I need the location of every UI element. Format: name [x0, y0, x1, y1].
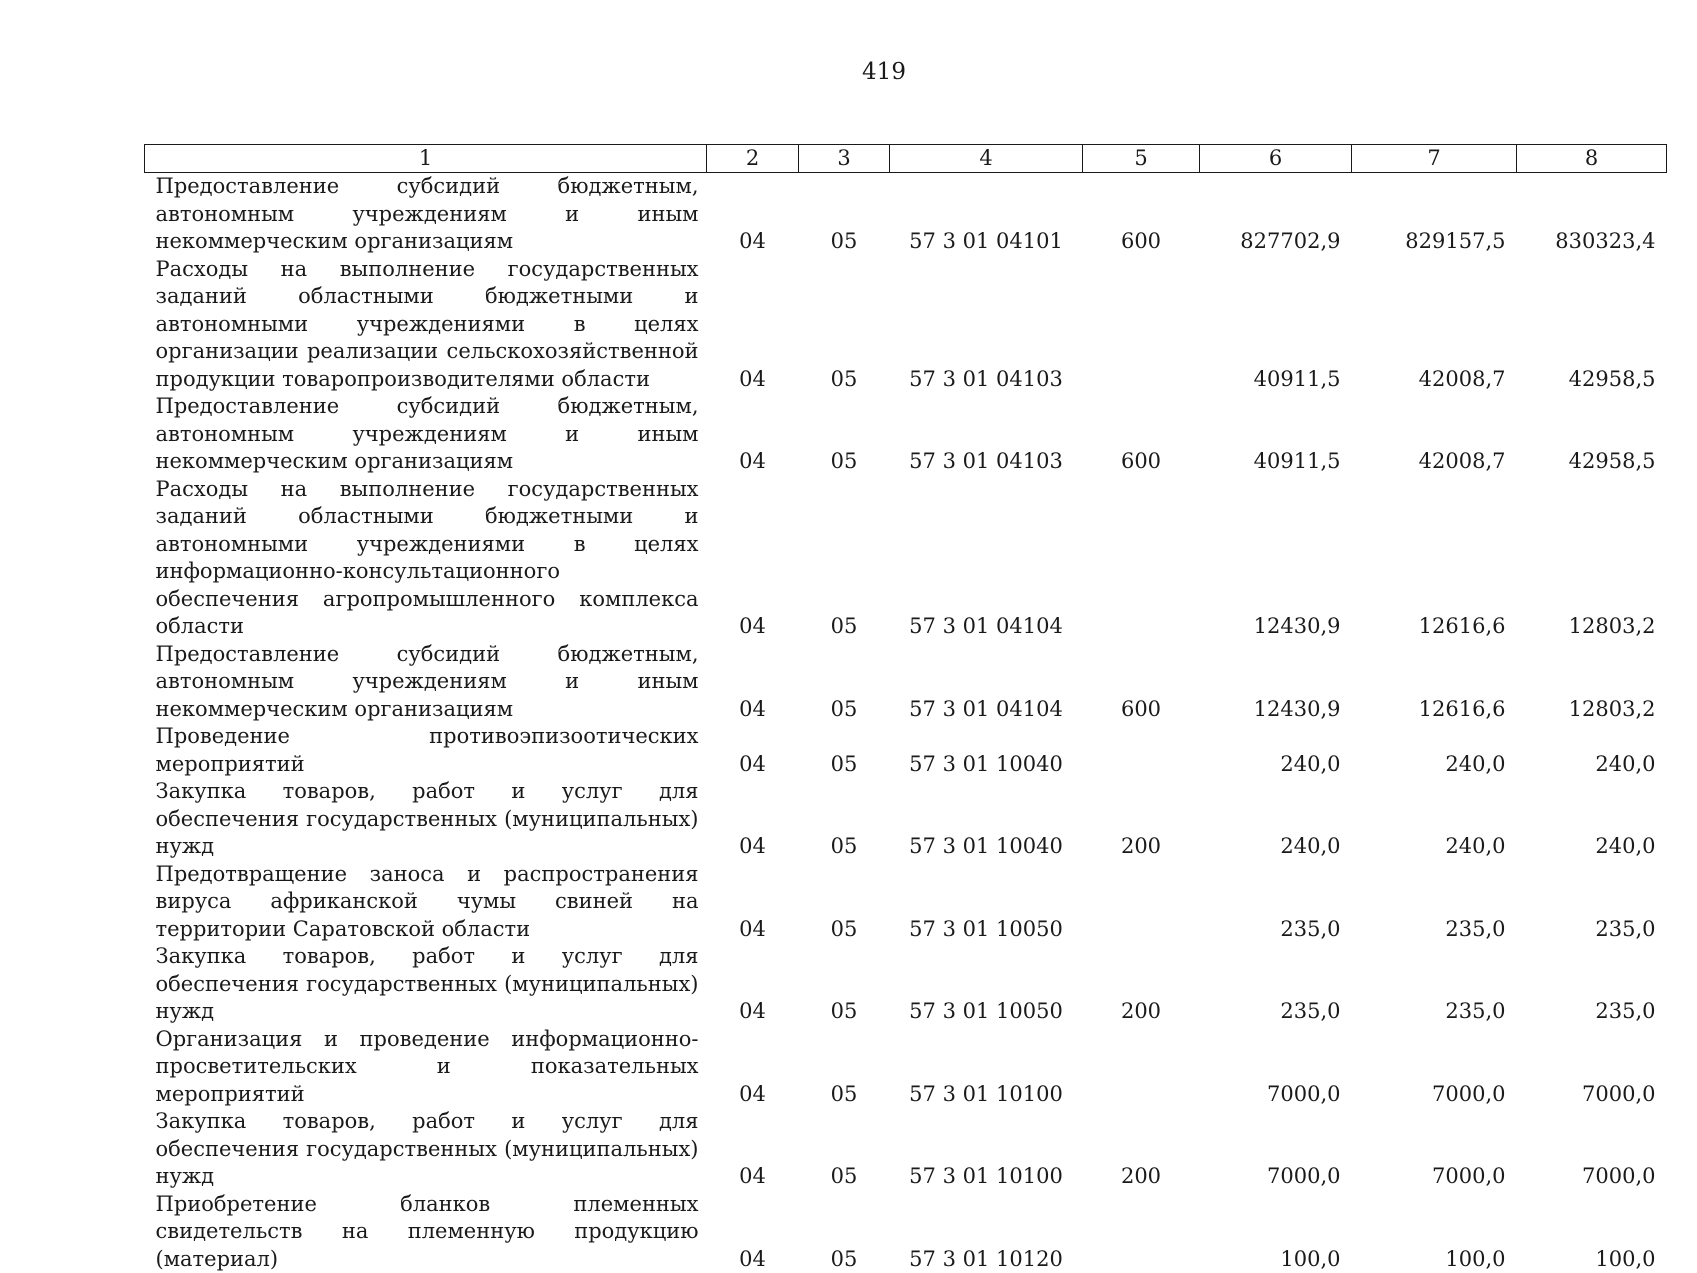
- column-header: 2: [707, 145, 799, 173]
- row-expense-type: [1083, 1191, 1200, 1273]
- row-expense-type: 600: [1083, 641, 1200, 724]
- row-amount-col7: 7000,0: [1352, 1026, 1517, 1109]
- column-header: 1: [145, 145, 707, 173]
- table-row: [145, 173, 1667, 256]
- row-subsection: 05: [799, 1026, 890, 1109]
- row-target-article: 57 3 01 04104: [890, 476, 1083, 641]
- row-target-article: 57 3 01 10050: [890, 861, 1083, 944]
- row-amount-col6: 12430,9: [1200, 641, 1352, 724]
- column-header: 5: [1083, 145, 1200, 173]
- row-name: Расходы на выполнение государственных заданий областными бюджетными и автономными учреждениями в целях информационно-консультационного обеспечения агропромышленного комплекса области: [145, 476, 707, 641]
- row-section: 04: [707, 476, 799, 641]
- row-section: 04: [707, 173, 799, 256]
- row-subsection: 05: [799, 1108, 890, 1191]
- row-section: 04: [707, 861, 799, 944]
- row-subsection: 05: [799, 861, 890, 944]
- row-amount-col8: 235,0: [1517, 861, 1667, 944]
- row-amount-col7: 235,0: [1352, 943, 1517, 1026]
- row-section: 04: [707, 723, 799, 778]
- row-expense-type: 600: [1083, 173, 1200, 256]
- row-section: 04: [707, 393, 799, 476]
- row-amount-col8: 240,0: [1517, 723, 1667, 778]
- row-section: 04: [707, 943, 799, 1026]
- table-row: [145, 476, 1667, 641]
- row-amount-col6: 40911,5: [1200, 256, 1352, 394]
- row-name: Предоставление субсидий бюджетным, автономным учреждениям и иным некоммерческим организациям: [145, 173, 707, 256]
- row-name: Предоставление субсидий бюджетным, автономным учреждениям и иным некоммерческим организациям: [145, 393, 707, 476]
- row-amount-col7: 240,0: [1352, 778, 1517, 861]
- row-subsection: 05: [799, 641, 890, 724]
- row-target-article: 57 3 01 10120: [890, 1191, 1083, 1273]
- page-number: 419: [0, 58, 1697, 86]
- column-header: 3: [799, 145, 890, 173]
- row-amount-col6: 235,0: [1200, 861, 1352, 944]
- row-amount-col6: 235,0: [1200, 943, 1352, 1026]
- column-header: 8: [1517, 145, 1667, 173]
- row-name: Приобретение бланков племенных свидетельств на племенную продукцию (материал): [145, 1191, 707, 1273]
- row-expense-type: [1083, 256, 1200, 394]
- table-row: [145, 723, 1667, 778]
- row-amount-col6: 7000,0: [1200, 1026, 1352, 1109]
- row-name: Предотвращение заноса и распространения вируса африканской чумы свиней на территории Саратовской области: [145, 861, 707, 944]
- row-name: Закупка товаров, работ и услуг для обеспечения государственных (муниципальных) нужд: [145, 943, 707, 1026]
- row-amount-col7: 829157,5: [1352, 173, 1517, 256]
- row-name: Организация и проведение информационно-просветительских и показательных мероприятий: [145, 1026, 707, 1109]
- row-amount-col8: 12803,2: [1517, 641, 1667, 724]
- budget-table: [144, 144, 1667, 1273]
- row-name: Предоставление субсидий бюджетным, автономным учреждениям и иным некоммерческим организациям: [145, 641, 707, 724]
- row-target-article: 57 3 01 04103: [890, 393, 1083, 476]
- row-section: 04: [707, 256, 799, 394]
- row-amount-col8: 12803,2: [1517, 476, 1667, 641]
- row-amount-col8: 42958,5: [1517, 256, 1667, 394]
- row-expense-type: 200: [1083, 1108, 1200, 1191]
- row-amount-col7: 42008,7: [1352, 393, 1517, 476]
- table-row: [145, 778, 1667, 861]
- row-target-article: 57 3 01 10040: [890, 778, 1083, 861]
- column-header: 6: [1200, 145, 1352, 173]
- column-number-header: [145, 145, 1667, 173]
- row-amount-col8: 7000,0: [1517, 1108, 1667, 1191]
- row-section: 04: [707, 778, 799, 861]
- row-amount-col8: 100,0: [1517, 1191, 1667, 1273]
- row-target-article: 57 3 01 04104: [890, 641, 1083, 724]
- row-subsection: 05: [799, 778, 890, 861]
- row-amount-col6: 12430,9: [1200, 476, 1352, 641]
- row-amount-col6: 100,0: [1200, 1191, 1352, 1273]
- table-row: [145, 943, 1667, 1026]
- row-expense-type: [1083, 723, 1200, 778]
- row-amount-col6: 7000,0: [1200, 1108, 1352, 1191]
- row-amount-col6: 240,0: [1200, 723, 1352, 778]
- row-target-article: 57 3 01 10100: [890, 1026, 1083, 1109]
- row-target-article: 57 3 01 04101: [890, 173, 1083, 256]
- row-target-article: 57 3 01 04103: [890, 256, 1083, 394]
- row-target-article: 57 3 01 10050: [890, 943, 1083, 1026]
- column-header: 7: [1352, 145, 1517, 173]
- row-amount-col7: 12616,6: [1352, 641, 1517, 724]
- row-name: Проведение противоэпизоотических мероприятий: [145, 723, 707, 778]
- row-subsection: 05: [799, 476, 890, 641]
- row-amount-col7: 42008,7: [1352, 256, 1517, 394]
- row-expense-type: [1083, 476, 1200, 641]
- row-expense-type: 200: [1083, 943, 1200, 1026]
- row-expense-type: 200: [1083, 778, 1200, 861]
- row-amount-col7: 12616,6: [1352, 476, 1517, 641]
- table-row: [145, 256, 1667, 394]
- row-amount-col6: 240,0: [1200, 778, 1352, 861]
- row-amount-col8: 830323,4: [1517, 173, 1667, 256]
- row-expense-type: [1083, 1026, 1200, 1109]
- row-amount-col7: 7000,0: [1352, 1108, 1517, 1191]
- row-amount-col6: 40911,5: [1200, 393, 1352, 476]
- row-section: 04: [707, 1191, 799, 1273]
- table-row: [145, 1026, 1667, 1109]
- table-row: [145, 393, 1667, 476]
- row-amount-col6: 827702,9: [1200, 173, 1352, 256]
- row-subsection: 05: [799, 393, 890, 476]
- table-row: [145, 641, 1667, 724]
- row-amount-col8: 240,0: [1517, 778, 1667, 861]
- row-section: 04: [707, 1026, 799, 1109]
- row-target-article: 57 3 01 10100: [890, 1108, 1083, 1191]
- row-amount-col8: 7000,0: [1517, 1026, 1667, 1109]
- row-name: Закупка товаров, работ и услуг для обеспечения государственных (муниципальных) нужд: [145, 778, 707, 861]
- row-subsection: 05: [799, 723, 890, 778]
- row-amount-col7: 100,0: [1352, 1191, 1517, 1273]
- row-expense-type: 600: [1083, 393, 1200, 476]
- row-name: Закупка товаров, работ и услуг для обеспечения государственных (муниципальных) нужд: [145, 1108, 707, 1191]
- row-subsection: 05: [799, 256, 890, 394]
- row-amount-col7: 235,0: [1352, 861, 1517, 944]
- row-subsection: 05: [799, 943, 890, 1026]
- row-subsection: 05: [799, 173, 890, 256]
- row-section: 04: [707, 641, 799, 724]
- row-target-article: 57 3 01 10040: [890, 723, 1083, 778]
- row-amount-col7: 240,0: [1352, 723, 1517, 778]
- row-expense-type: [1083, 861, 1200, 944]
- row-name: Расходы на выполнение государственных заданий областными бюджетными и автономными учреждениями в целях организации реализации сельскохозяйственной продукции товаропроизводителями области: [145, 256, 707, 394]
- column-header: 4: [890, 145, 1083, 173]
- row-subsection: 05: [799, 1191, 890, 1273]
- row-amount-col8: 235,0: [1517, 943, 1667, 1026]
- row-amount-col8: 42958,5: [1517, 393, 1667, 476]
- table-row: [145, 861, 1667, 944]
- row-section: 04: [707, 1108, 799, 1191]
- table-row: [145, 1108, 1667, 1191]
- table-row: [145, 1191, 1667, 1273]
